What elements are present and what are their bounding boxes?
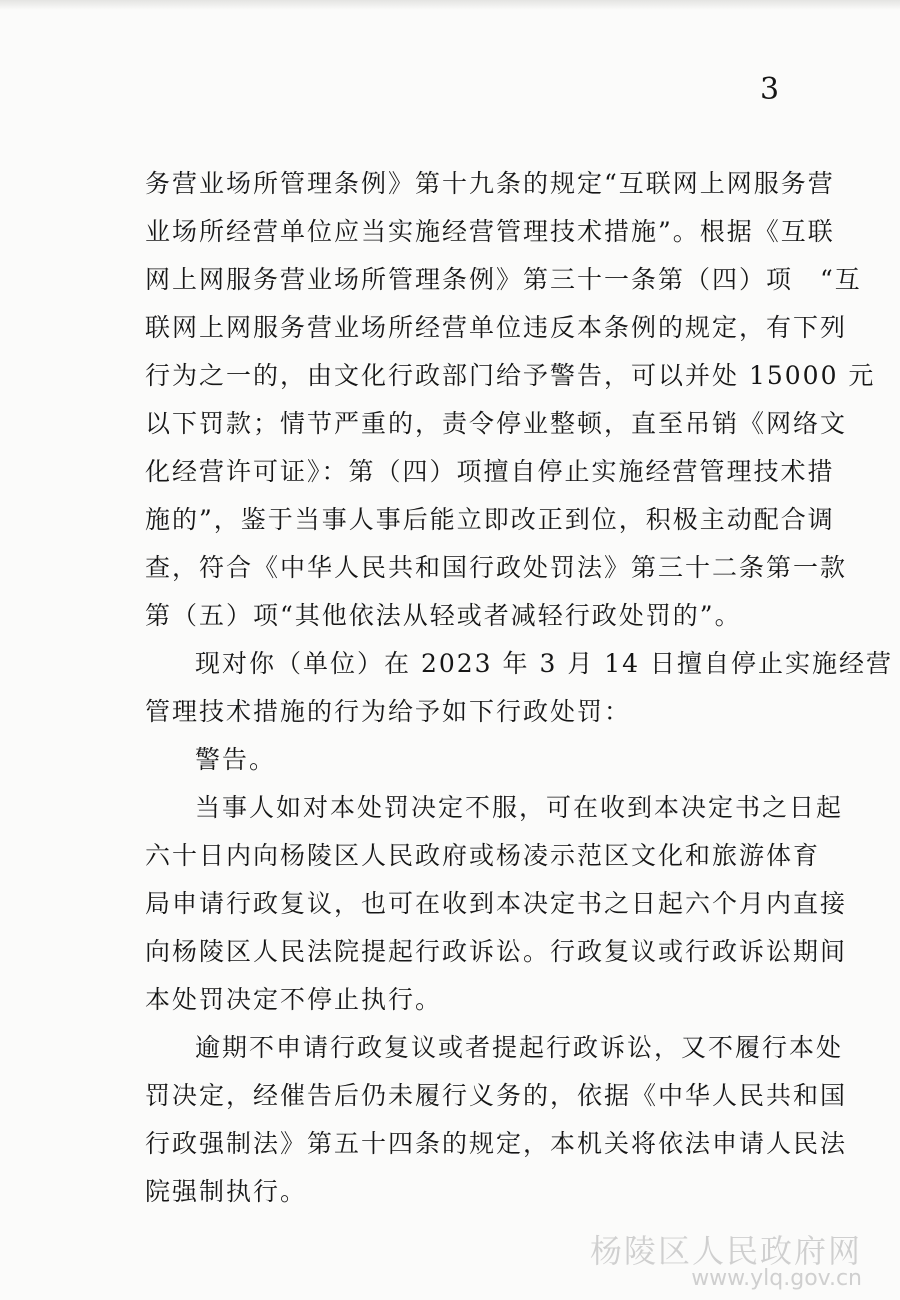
watermark-site-name: 杨陵区人民政府网 (589, 1232, 862, 1270)
text-line: 第（五）项“其他依法从轻或者减轻行政处罚的”。 (145, 601, 742, 630)
text-line: 联网上网服务营业场所经营单位违反本条例的规定，有下列 (145, 313, 848, 342)
text-line: 逾期不申请行政复议或者提起行政诉讼，又不履行本处 (195, 1033, 844, 1062)
text-line: 化经营许可证》：第（四）项擅自停止实施经营管理技术措 (145, 457, 835, 486)
text-line: 警告。 (195, 745, 277, 774)
text-line: 行政强制法》第五十四条的规定，本机关将依法申请人民法 (145, 1129, 848, 1158)
text-line: 务营业场所管理条例》第十九条的规定“互联网上网服务营 (145, 169, 835, 198)
text-line: 查，符合《中华人民共和国行政处罚法》第三十二条第一款 (145, 553, 848, 582)
text-line: 向杨陵区人民法院提起行政诉讼。行政复议或行政诉讼期间 (145, 937, 848, 966)
text-line: 罚决定，经催告后仍未履行义务的，依据《中华人民共和国 (145, 1081, 848, 1110)
text-line: 现对你（单位）在 2023 年 3 月 14 日擅自停止实施经营 (195, 649, 894, 678)
text-line: 管理技术措施的行为给予如下行政处罚： (145, 697, 632, 726)
text-line: 施的”，鉴于当事人事后能立即改正到位，积极主动配合调 (145, 505, 835, 534)
text-line: 本处罚决定不停止执行。 (145, 985, 443, 1014)
watermark-url: www.ylq.gov.cn (691, 1266, 862, 1291)
text-line: 院强制执行。 (145, 1177, 308, 1206)
text-line: 局申请行政复议，也可在收到本决定书之日起六个月内直接 (145, 889, 848, 918)
text-line: 网上网服务营业场所管理条例》第三十一条第（四）项 “互 (145, 265, 862, 294)
text-line: 六十日内向杨陵区人民政府或杨凌示范区文化和旅游体育 (145, 841, 821, 870)
text-line: 以下罚款；情节严重的，责令停业整顿，直至吊销《网络文 (145, 409, 848, 438)
scan-edge (0, 0, 900, 10)
text-line: 当事人如对本处罚决定不服，可在收到本决定书之日起 (195, 793, 844, 822)
text-line: 行为之一的，由文化行政部门给予警告，可以并处 15000 元 (145, 361, 876, 390)
text-line: 业场所经营单位应当实施经营管理技术措施”。根据《互联 (145, 217, 835, 246)
page-number: 3 (760, 72, 780, 107)
